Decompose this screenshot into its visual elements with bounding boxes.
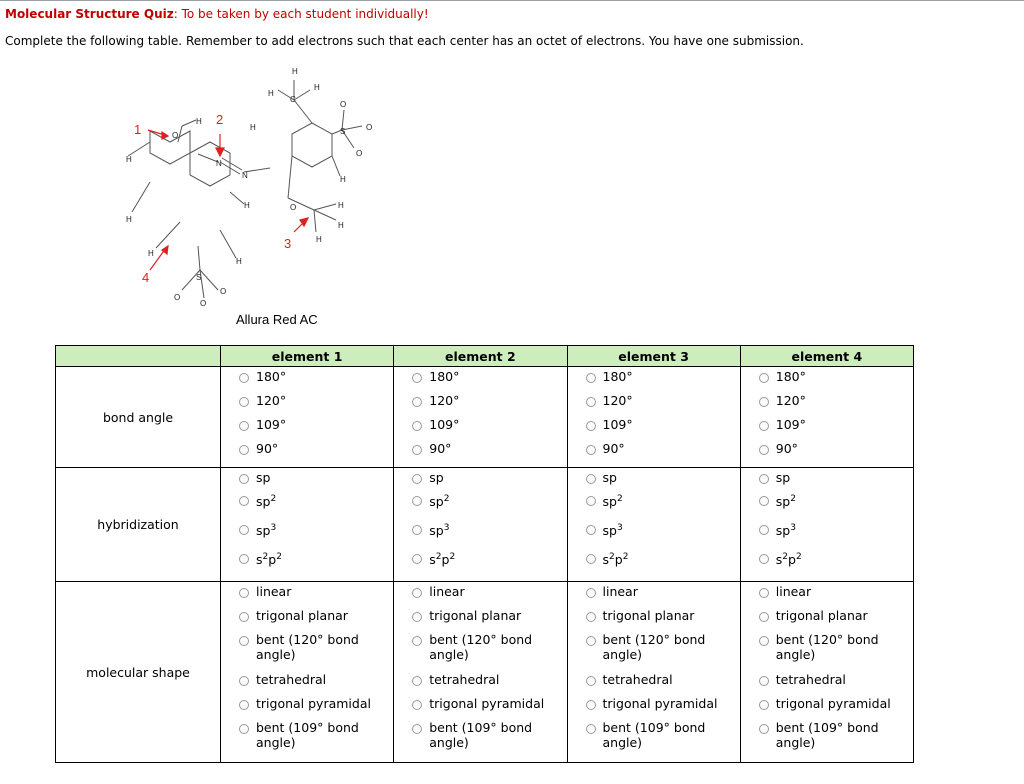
radio-button[interactable] bbox=[412, 676, 422, 686]
option-s2p2[interactable]: $s^2p^2$ bbox=[239, 550, 393, 579]
row-label-molecular-shape: molecular shape bbox=[56, 582, 221, 763]
option-180[interactable]: 180° bbox=[412, 369, 566, 393]
radio-button[interactable] bbox=[759, 676, 769, 686]
option-120[interactable]: 120° bbox=[759, 393, 913, 417]
header-row bbox=[56, 346, 914, 367]
radio-button[interactable] bbox=[239, 612, 249, 622]
radio-button[interactable] bbox=[412, 525, 422, 535]
option-sp[interactable]: sp bbox=[759, 470, 913, 492]
radio-button[interactable] bbox=[239, 700, 249, 710]
quiz-subtitle: : To be taken by each student individually! bbox=[173, 7, 429, 21]
svg-text:H: H bbox=[196, 117, 202, 126]
radio-button[interactable] bbox=[759, 496, 769, 506]
option-sp[interactable]: sp bbox=[239, 470, 393, 492]
svg-text:O: O bbox=[340, 100, 347, 109]
radio-button[interactable] bbox=[412, 588, 422, 598]
radio-button[interactable] bbox=[759, 724, 769, 734]
option-sp[interactable]: sp bbox=[412, 470, 566, 492]
radio-button[interactable] bbox=[759, 474, 769, 484]
svg-text:H: H bbox=[148, 249, 154, 258]
quiz-name: Molecular Structure Quiz bbox=[5, 7, 174, 21]
option-sp3[interactable]: $sp^3$ bbox=[239, 521, 393, 550]
radio-button[interactable] bbox=[759, 445, 769, 455]
marker-3: 3 bbox=[284, 236, 292, 251]
radio-button[interactable] bbox=[586, 373, 596, 383]
option-bent-109[interactable]: bent (109° bond angle) bbox=[412, 720, 566, 760]
radio-button[interactable] bbox=[239, 373, 249, 383]
radio-button[interactable] bbox=[586, 700, 596, 710]
option-109[interactable]: 109° bbox=[239, 417, 393, 441]
option-s2p2[interactable]: $s^2p^2$ bbox=[759, 550, 913, 579]
option-90[interactable]: 90° bbox=[239, 441, 393, 465]
svg-text:H: H bbox=[338, 201, 344, 210]
option-180[interactable]: 180° bbox=[239, 369, 393, 393]
radio-button[interactable] bbox=[239, 676, 249, 686]
svg-text:H: H bbox=[316, 235, 322, 244]
col-element-3: element 3 bbox=[567, 346, 740, 367]
svg-text:O: O bbox=[366, 123, 373, 132]
radio-button[interactable] bbox=[412, 421, 422, 431]
svg-text:C: C bbox=[290, 95, 296, 104]
option-trigonal-pyramidal[interactable]: trigonal pyramidal bbox=[412, 696, 566, 720]
radio-button[interactable] bbox=[759, 397, 769, 407]
cell-hybridization-e3 bbox=[567, 468, 740, 582]
radio-button[interactable] bbox=[239, 445, 249, 455]
option-trigonal-planar[interactable]: trigonal planar bbox=[759, 608, 913, 632]
option-180[interactable]: 180° bbox=[759, 369, 913, 393]
radio-button[interactable] bbox=[239, 525, 249, 535]
radio-button[interactable] bbox=[586, 612, 596, 622]
option-sp2[interactable]: $sp^2$ bbox=[412, 492, 566, 521]
radio-button[interactable] bbox=[412, 373, 422, 383]
svg-text:N: N bbox=[216, 159, 222, 168]
option-bent-109[interactable]: bent (109° bond angle) bbox=[586, 720, 740, 760]
radio-button[interactable] bbox=[586, 445, 596, 455]
molecule-caption: Allura Red AC bbox=[236, 312, 318, 327]
cell-hybridization-e2 bbox=[394, 468, 567, 582]
radio-button[interactable] bbox=[412, 612, 422, 622]
option-bent-109[interactable]: bent (109° bond angle) bbox=[759, 720, 913, 760]
radio-button[interactable] bbox=[239, 474, 249, 484]
radio-button[interactable] bbox=[586, 554, 596, 564]
option-tetrahedral[interactable]: tetrahedral bbox=[412, 672, 566, 696]
option-trigonal-planar[interactable]: trigonal planar bbox=[239, 608, 393, 632]
radio-button[interactable] bbox=[239, 397, 249, 407]
option-linear[interactable]: linear bbox=[759, 584, 913, 608]
cell-bond-angle-e2 bbox=[394, 367, 567, 468]
option-tetrahedral[interactable]: tetrahedral bbox=[239, 672, 393, 696]
option-bent-120[interactable]: bent (120° bond angle) bbox=[759, 632, 913, 672]
svg-text:O: O bbox=[174, 293, 181, 302]
radio-button[interactable] bbox=[239, 588, 249, 598]
header-corner bbox=[56, 346, 221, 367]
radio-button[interactable] bbox=[586, 676, 596, 686]
cell-shape-e2 bbox=[394, 582, 567, 763]
cell-bond-angle-e1 bbox=[221, 367, 394, 468]
radio-button[interactable] bbox=[759, 588, 769, 598]
radio-button[interactable] bbox=[586, 397, 596, 407]
option-trigonal-planar[interactable]: trigonal planar bbox=[412, 608, 566, 632]
svg-text:H: H bbox=[340, 175, 346, 184]
svg-text:S: S bbox=[196, 273, 202, 282]
radio-button[interactable] bbox=[412, 700, 422, 710]
option-trigonal-planar[interactable]: trigonal planar bbox=[586, 608, 740, 632]
svg-text:O: O bbox=[290, 203, 297, 212]
cell-shape-e1 bbox=[221, 582, 394, 763]
svg-text:H: H bbox=[268, 89, 274, 98]
radio-button[interactable] bbox=[239, 554, 249, 564]
instructions: Complete the following table. Remember to add electrons such that each center has an octet of electrons. You have one submission. bbox=[5, 34, 804, 48]
radio-button[interactable] bbox=[586, 421, 596, 431]
radio-button[interactable] bbox=[586, 496, 596, 506]
svg-text:O: O bbox=[356, 149, 363, 158]
option-109[interactable]: 109° bbox=[759, 417, 913, 441]
option-120[interactable]: 120° bbox=[412, 393, 566, 417]
option-tetrahedral[interactable]: tetrahedral bbox=[586, 672, 740, 696]
radio-button[interactable] bbox=[239, 496, 249, 506]
option-109[interactable]: 109° bbox=[586, 417, 740, 441]
option-180[interactable]: 180° bbox=[586, 369, 740, 393]
row-hybridization bbox=[56, 468, 914, 582]
cell-hybridization-e1 bbox=[221, 468, 394, 582]
option-sp[interactable]: sp bbox=[586, 470, 740, 492]
svg-text:O: O bbox=[220, 287, 227, 296]
svg-text:S: S bbox=[340, 127, 346, 136]
row-molecular-shape bbox=[56, 582, 914, 763]
option-linear[interactable]: linear bbox=[239, 584, 393, 608]
svg-text:H: H bbox=[314, 83, 320, 92]
option-trigonal-pyramidal[interactable]: trigonal pyramidal bbox=[239, 696, 393, 720]
option-sp3[interactable]: $sp^3$ bbox=[586, 521, 740, 550]
option-linear[interactable]: linear bbox=[586, 584, 740, 608]
cell-shape-e4 bbox=[740, 582, 913, 763]
radio-button[interactable] bbox=[412, 474, 422, 484]
quiz-title bbox=[5, 7, 429, 21]
col-element-2: element 2 bbox=[394, 346, 567, 367]
option-90[interactable]: 90° bbox=[759, 441, 913, 465]
option-trigonal-pyramidal[interactable]: trigonal pyramidal bbox=[759, 696, 913, 720]
option-bent-120[interactable]: bent (120° bond angle) bbox=[586, 632, 740, 672]
col-element-1: element 1 bbox=[221, 346, 394, 367]
cell-shape-e3 bbox=[567, 582, 740, 763]
option-linear[interactable]: linear bbox=[412, 584, 566, 608]
top-rule bbox=[0, 0, 1024, 1]
radio-button[interactable] bbox=[586, 636, 596, 646]
cell-bond-angle-e4 bbox=[740, 367, 913, 468]
marker-2: 2 bbox=[216, 112, 224, 127]
cell-hybridization-e4 bbox=[740, 468, 913, 582]
radio-button[interactable] bbox=[586, 724, 596, 734]
svg-text:O: O bbox=[200, 299, 207, 308]
svg-text:H: H bbox=[236, 257, 242, 266]
option-s2p2[interactable]: $s^2p^2$ bbox=[586, 550, 740, 579]
option-90[interactable]: 90° bbox=[412, 441, 566, 465]
option-120[interactable]: 120° bbox=[586, 393, 740, 417]
radio-button[interactable] bbox=[239, 421, 249, 431]
option-sp3[interactable]: $sp^3$ bbox=[759, 521, 913, 550]
row-label-hybridization: hybridization bbox=[56, 468, 221, 582]
radio-button[interactable] bbox=[586, 525, 596, 535]
quiz-table bbox=[55, 345, 914, 763]
radio-button[interactable] bbox=[412, 636, 422, 646]
option-109[interactable]: 109° bbox=[412, 417, 566, 441]
option-s2p2[interactable]: $s^2p^2$ bbox=[412, 550, 566, 579]
row-label-bond-angle: bond angle bbox=[56, 367, 221, 468]
cell-bond-angle-e3 bbox=[567, 367, 740, 468]
option-trigonal-pyramidal[interactable]: trigonal pyramidal bbox=[586, 696, 740, 720]
radio-button[interactable] bbox=[586, 588, 596, 598]
radio-button[interactable] bbox=[759, 421, 769, 431]
option-sp3[interactable]: $sp^3$ bbox=[412, 521, 566, 550]
radio-button[interactable] bbox=[239, 724, 249, 734]
option-90[interactable]: 90° bbox=[586, 441, 740, 465]
radio-button[interactable] bbox=[586, 474, 596, 484]
option-tetrahedral[interactable]: tetrahedral bbox=[759, 672, 913, 696]
radio-button[interactable] bbox=[412, 724, 422, 734]
option-sp2[interactable]: $sp^2$ bbox=[759, 492, 913, 521]
col-element-4: element 4 bbox=[740, 346, 913, 367]
radio-button[interactable] bbox=[759, 525, 769, 535]
radio-button[interactable] bbox=[759, 554, 769, 564]
option-sp2[interactable]: $sp^2$ bbox=[239, 492, 393, 521]
allura-red-structure bbox=[110, 62, 390, 312]
svg-text:O: O bbox=[172, 131, 179, 140]
radio-button[interactable] bbox=[759, 612, 769, 622]
option-bent-120[interactable]: bent (120° bond angle) bbox=[239, 632, 393, 672]
option-sp2[interactable]: $sp^2$ bbox=[586, 492, 740, 521]
radio-button[interactable] bbox=[759, 373, 769, 383]
option-bent-109[interactable]: bent (109° bond angle) bbox=[239, 720, 393, 760]
radio-button[interactable] bbox=[412, 496, 422, 506]
radio-button[interactable] bbox=[412, 397, 422, 407]
svg-text:N: N bbox=[242, 171, 248, 180]
radio-button[interactable] bbox=[412, 445, 422, 455]
radio-button[interactable] bbox=[759, 636, 769, 646]
svg-text:H: H bbox=[338, 221, 344, 230]
radio-button[interactable] bbox=[412, 554, 422, 564]
option-bent-120[interactable]: bent (120° bond angle) bbox=[412, 632, 566, 672]
svg-text:H: H bbox=[126, 215, 132, 224]
svg-text:H: H bbox=[244, 201, 250, 210]
option-120[interactable]: 120° bbox=[239, 393, 393, 417]
marker-4: 4 bbox=[142, 270, 150, 285]
svg-text:H: H bbox=[292, 67, 298, 76]
svg-text:H: H bbox=[250, 123, 256, 132]
marker-1: 1 bbox=[134, 122, 142, 137]
row-bond-angle bbox=[56, 367, 914, 468]
radio-button[interactable] bbox=[759, 700, 769, 710]
radio-button[interactable] bbox=[239, 636, 249, 646]
svg-text:H: H bbox=[126, 155, 132, 164]
